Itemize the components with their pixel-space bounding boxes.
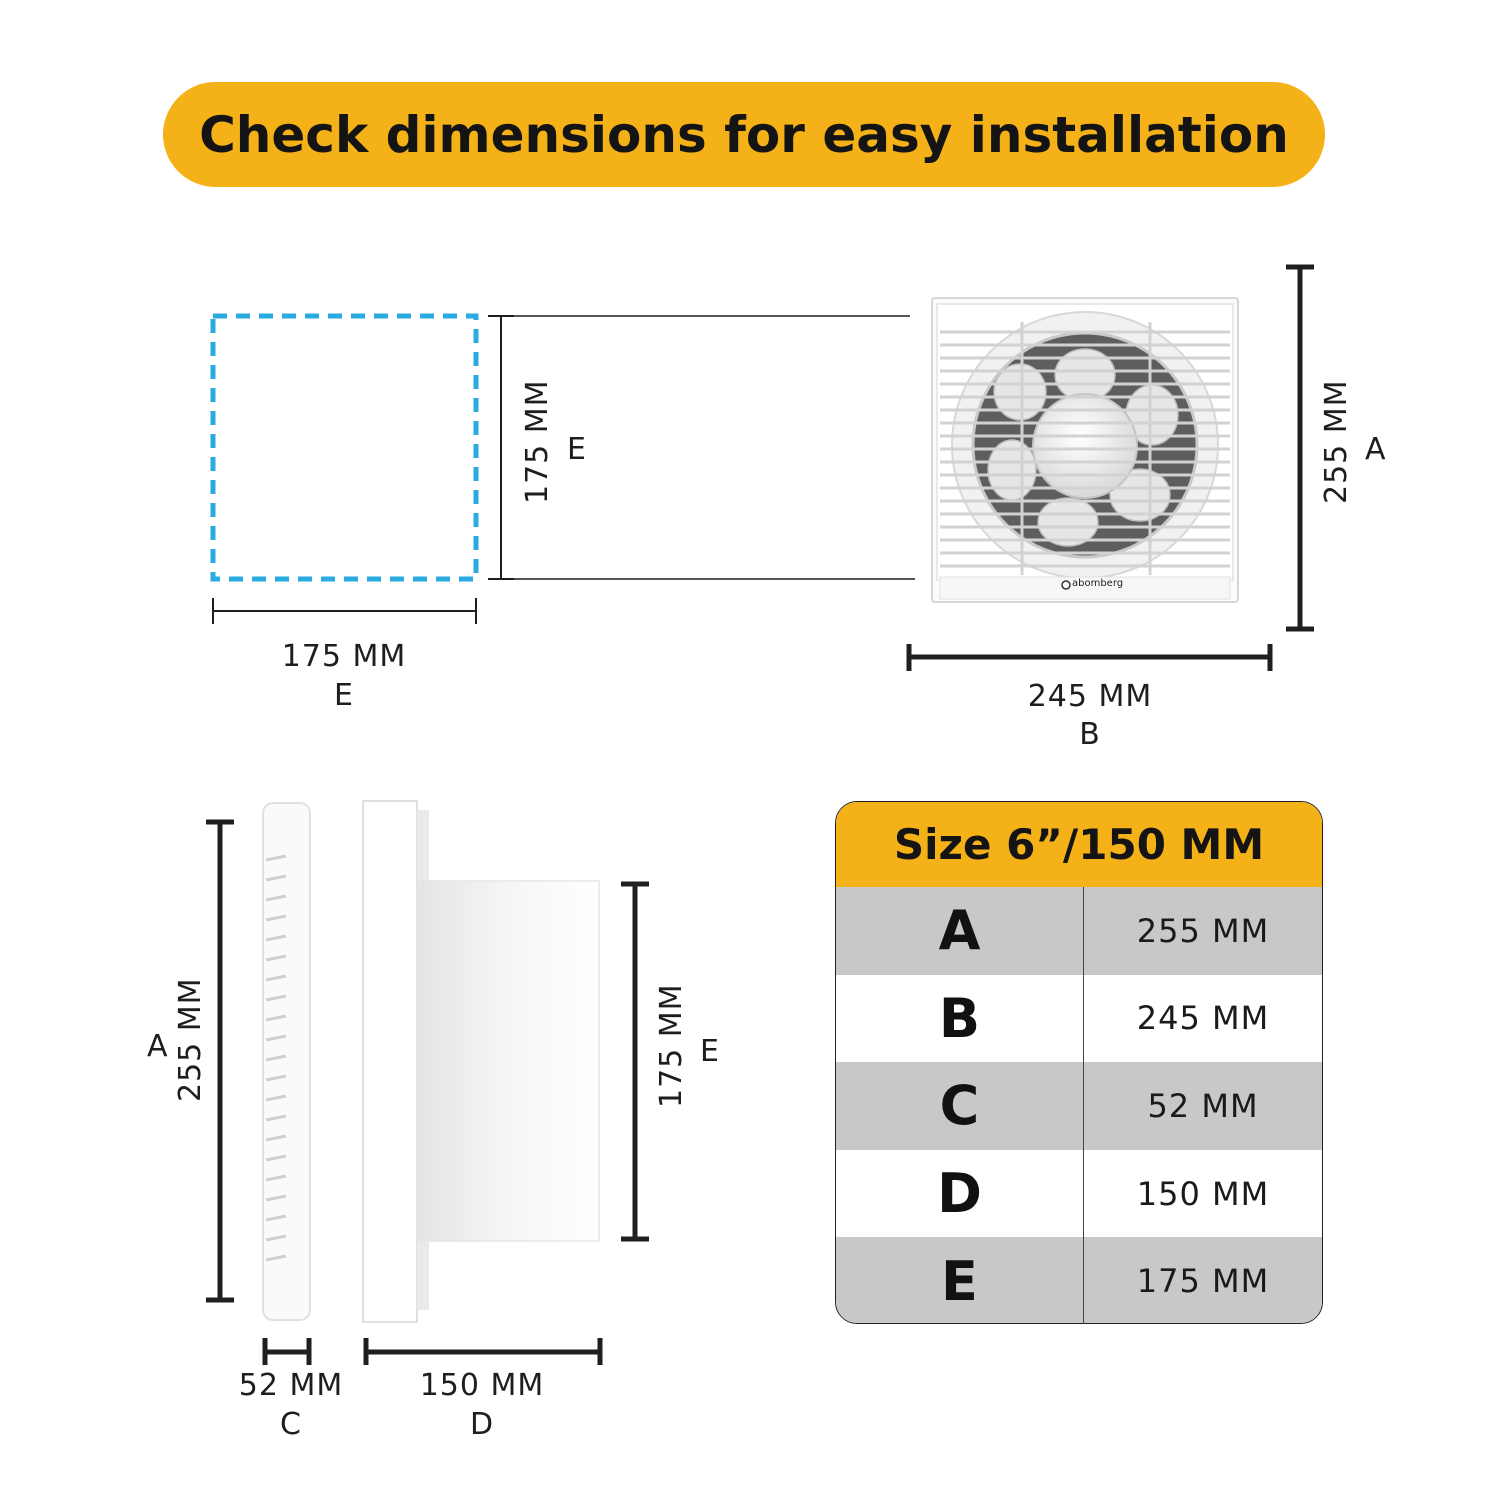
spec-table [835,801,1323,1324]
fan-height-value: 255 MM [1319,379,1354,504]
table-row [836,1062,1322,1150]
grille-depth-letter: C [280,1407,302,1442]
fan-width-dimension [909,644,1270,671]
duct-height-value: 175 MM [654,983,689,1108]
spec-table-title: Size 6”/150 MM [893,820,1265,869]
fan-front-view [932,298,1238,602]
spec-key: E [836,1237,1084,1324]
fan-width-letter: B [1079,717,1101,752]
grille-depth-value: 52 MM [238,1368,344,1403]
cutout-height-letter: E [567,432,587,467]
wall-cutout-outline [213,316,476,579]
spec-key: A [836,887,1084,975]
grille-depth-dimension [265,1338,309,1365]
table-row [836,975,1322,1063]
brand-name: abomberg [1072,578,1124,589]
cutout-width-dimension [213,598,476,624]
table-row [836,1237,1322,1324]
duct-height-letter: E [700,1034,720,1069]
body-depth-value: 150 MM [419,1368,545,1403]
fan-height-letter: A [1365,432,1387,467]
table-row [836,887,1322,975]
body-depth-letter: D [469,1407,495,1442]
side-height-letter: A [147,1029,169,1064]
page-title: Check dimensions for easy installation [199,105,1289,164]
table-row [836,1150,1322,1238]
cutout-width-letter: E [334,678,354,713]
cutout-height-value: 175 MM [520,379,555,504]
spec-key: B [836,975,1084,1063]
spec-key: C [836,1062,1084,1150]
side-height-value: 255 MM [173,977,208,1102]
spec-key: D [836,1150,1084,1238]
fan-side-view [263,801,599,1322]
spec-value: 245 MM [1136,999,1270,1038]
spec-value: 175 MM [1136,1262,1270,1301]
cutout-width-value: 175 MM [281,639,407,674]
spec-value: 52 MM [1147,1086,1259,1125]
spec-value: 150 MM [1136,1174,1270,1213]
fan-width-value: 245 MM [1027,679,1153,714]
spec-table-header [836,802,1322,887]
spec-value: 255 MM [1136,911,1270,950]
body-depth-dimension [366,1338,600,1365]
